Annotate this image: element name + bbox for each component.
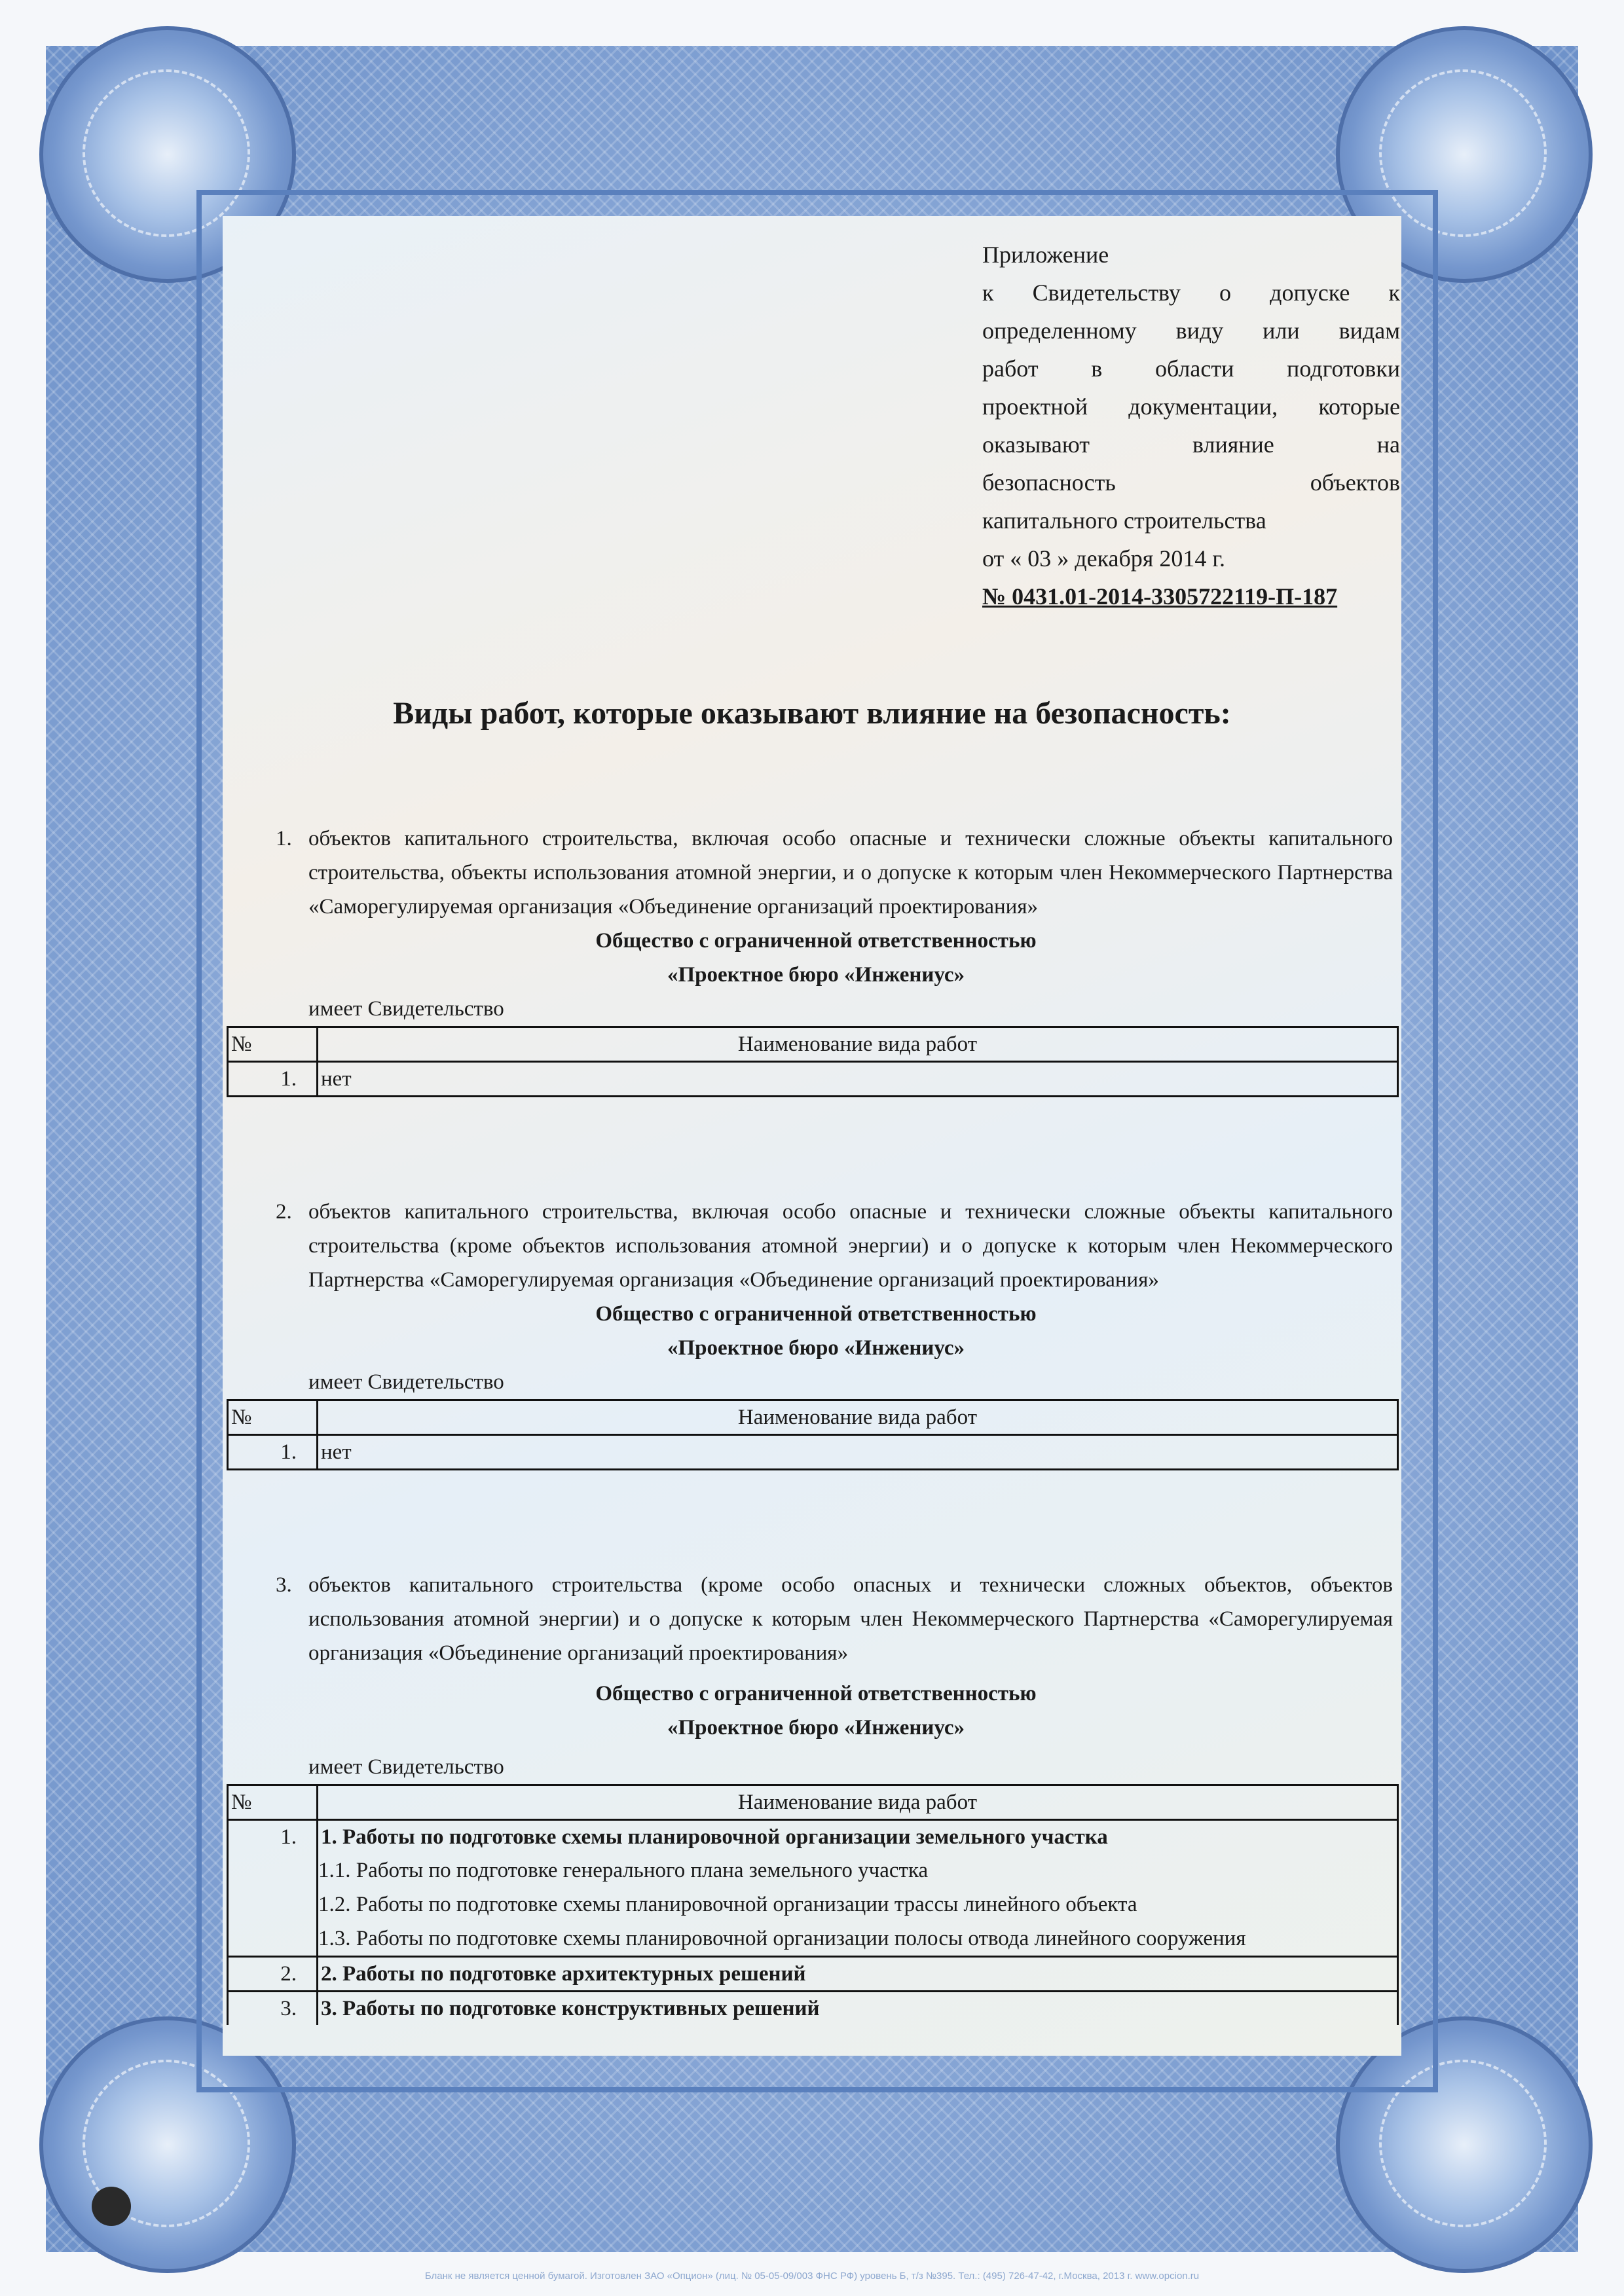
work-section (227, 1568, 1399, 2025)
appendix-line: Приложение (982, 242, 1109, 268)
table-header-row (228, 1400, 1398, 1435)
table-row (228, 1957, 1398, 1992)
works-table (227, 1026, 1399, 1097)
appendix-line: определенному виду или видам (982, 318, 1400, 344)
table-header-row (228, 1785, 1398, 1820)
section-text: объектов капитального строительства, включая особо опасные и технически сложные объекты капитального строительства (кроме объектов использования атомной энергии) и о допуске к которым член Некоммерческого Партнерства «Саморегулируемая организация «Объединение организаций проектирования» (308, 1200, 1393, 1292)
row-number: 2. (228, 1957, 318, 1992)
works-table (227, 1399, 1399, 1470)
appendix-line: капитального строительства (982, 507, 1266, 534)
column-header-number: № (228, 1400, 318, 1435)
column-header-number: № (228, 1027, 318, 1062)
work-name: 3. Работы по подготовке конструктивных решений (318, 1992, 1398, 2026)
appendix-block (982, 236, 1400, 615)
table-row (228, 1435, 1398, 1470)
organization-title: «Проектное бюро «Инжениус» (667, 1716, 965, 1740)
organization-name: Общество с ограниченной ответственностью (595, 1302, 1037, 1326)
has-certificate-label: имеет Свидетельство (308, 1755, 504, 1779)
work-name: нет (318, 1062, 1398, 1097)
appendix-line: работ в области подготовки (982, 355, 1400, 382)
works-table (227, 1784, 1399, 2025)
table-header-row (228, 1027, 1398, 1062)
appendix-line: оказывают влияние на (982, 431, 1400, 458)
section-index: 1. (276, 827, 292, 850)
appendix-line: к Свидетельству о допуске к (982, 280, 1400, 306)
section-text: объектов капитального строительства, включая особо опасные и технически сложные объекты капитального строительства, объекты использования атомной энергии, и о допуске к которым член Некоммерческого Партнерства «Саморегулируемая организация «Объединение организаций проектирования» (308, 827, 1393, 919)
work-name: 1. Работы по подготовке схемы планировочной организации земельного участка (318, 1820, 1398, 1854)
table-subrow (228, 1922, 1398, 1957)
has-certificate-label: имеет Свидетельство (308, 1370, 504, 1394)
work-name: 2. Работы по подготовке архитектурных решений (318, 1957, 1398, 1992)
section-index: 2. (276, 1200, 292, 1224)
appendix-line: безопасность объектов (982, 469, 1400, 496)
table-row (228, 1062, 1398, 1097)
row-number: 1. (228, 1820, 318, 1957)
work-subname: 1.3. Работы по подготовке схемы планировочной организации полосы отвода линейного сооружения (318, 1922, 1398, 1957)
row-number: 1. (228, 1062, 318, 1097)
column-header-name: Наименование вида работ (318, 1027, 1398, 1062)
table-subrow (228, 1887, 1398, 1922)
work-subname: 1.1. Работы по подготовке генерального плана земельного участка (318, 1853, 1398, 1887)
certificate-number: № 0431.01-2014-3305722119-П-187 (982, 583, 1338, 610)
page-title: Виды работ, которые оказывают влияние на безопасность: (393, 696, 1231, 731)
organization-name: Общество с ограниченной ответственностью (595, 929, 1037, 953)
work-subname: 1.2. Работы по подготовке схемы планировочной организации трассы линейного объекта (318, 1887, 1398, 1922)
column-header-name: Наименование вида работ (318, 1785, 1398, 1820)
section-index: 3. (276, 1573, 292, 1597)
work-section (227, 1195, 1399, 1470)
table-row (228, 1820, 1398, 1854)
table-subrow (228, 1853, 1398, 1887)
footer-note: Бланк не является ценной бумагой. Изготовлен ЗАО «Опцион» (лиц. № 05-05-09/003 ФНС РФ) уровень Б, т/з №395. Тел.: (495) 726-47-42, г.Москва, 2013 г. www.opcion.ru (424, 2270, 1200, 2282)
table-row (228, 1992, 1398, 2026)
column-header-number: № (228, 1785, 318, 1820)
work-section (227, 822, 1399, 1097)
column-header-name: Наименование вида работ (318, 1400, 1398, 1435)
row-number: 1. (228, 1435, 318, 1470)
organization-title: «Проектное бюро «Инжениус» (667, 963, 965, 987)
appendix-line: от « 03 » декабря 2014 г. (982, 545, 1226, 572)
organization-name: Общество с ограниченной ответственностью (595, 1682, 1037, 1705)
appendix-line: проектной документации, которые (982, 393, 1400, 420)
row-number: 3. (228, 1992, 318, 2026)
organization-title: «Проектное бюро «Инжениус» (667, 1336, 965, 1360)
has-certificate-label: имеет Свидетельство (308, 997, 504, 1021)
work-name: нет (318, 1435, 1398, 1470)
section-text: объектов капитального строительства (кроме особо опасных и технически сложных объектов, объектов использования атомной энергии) и о допуске к которым член Некоммерческого Партнерства «Саморегулируемая организация «Объединение организаций проектирования» (308, 1573, 1393, 1665)
punch-hole-icon (92, 2187, 131, 2226)
